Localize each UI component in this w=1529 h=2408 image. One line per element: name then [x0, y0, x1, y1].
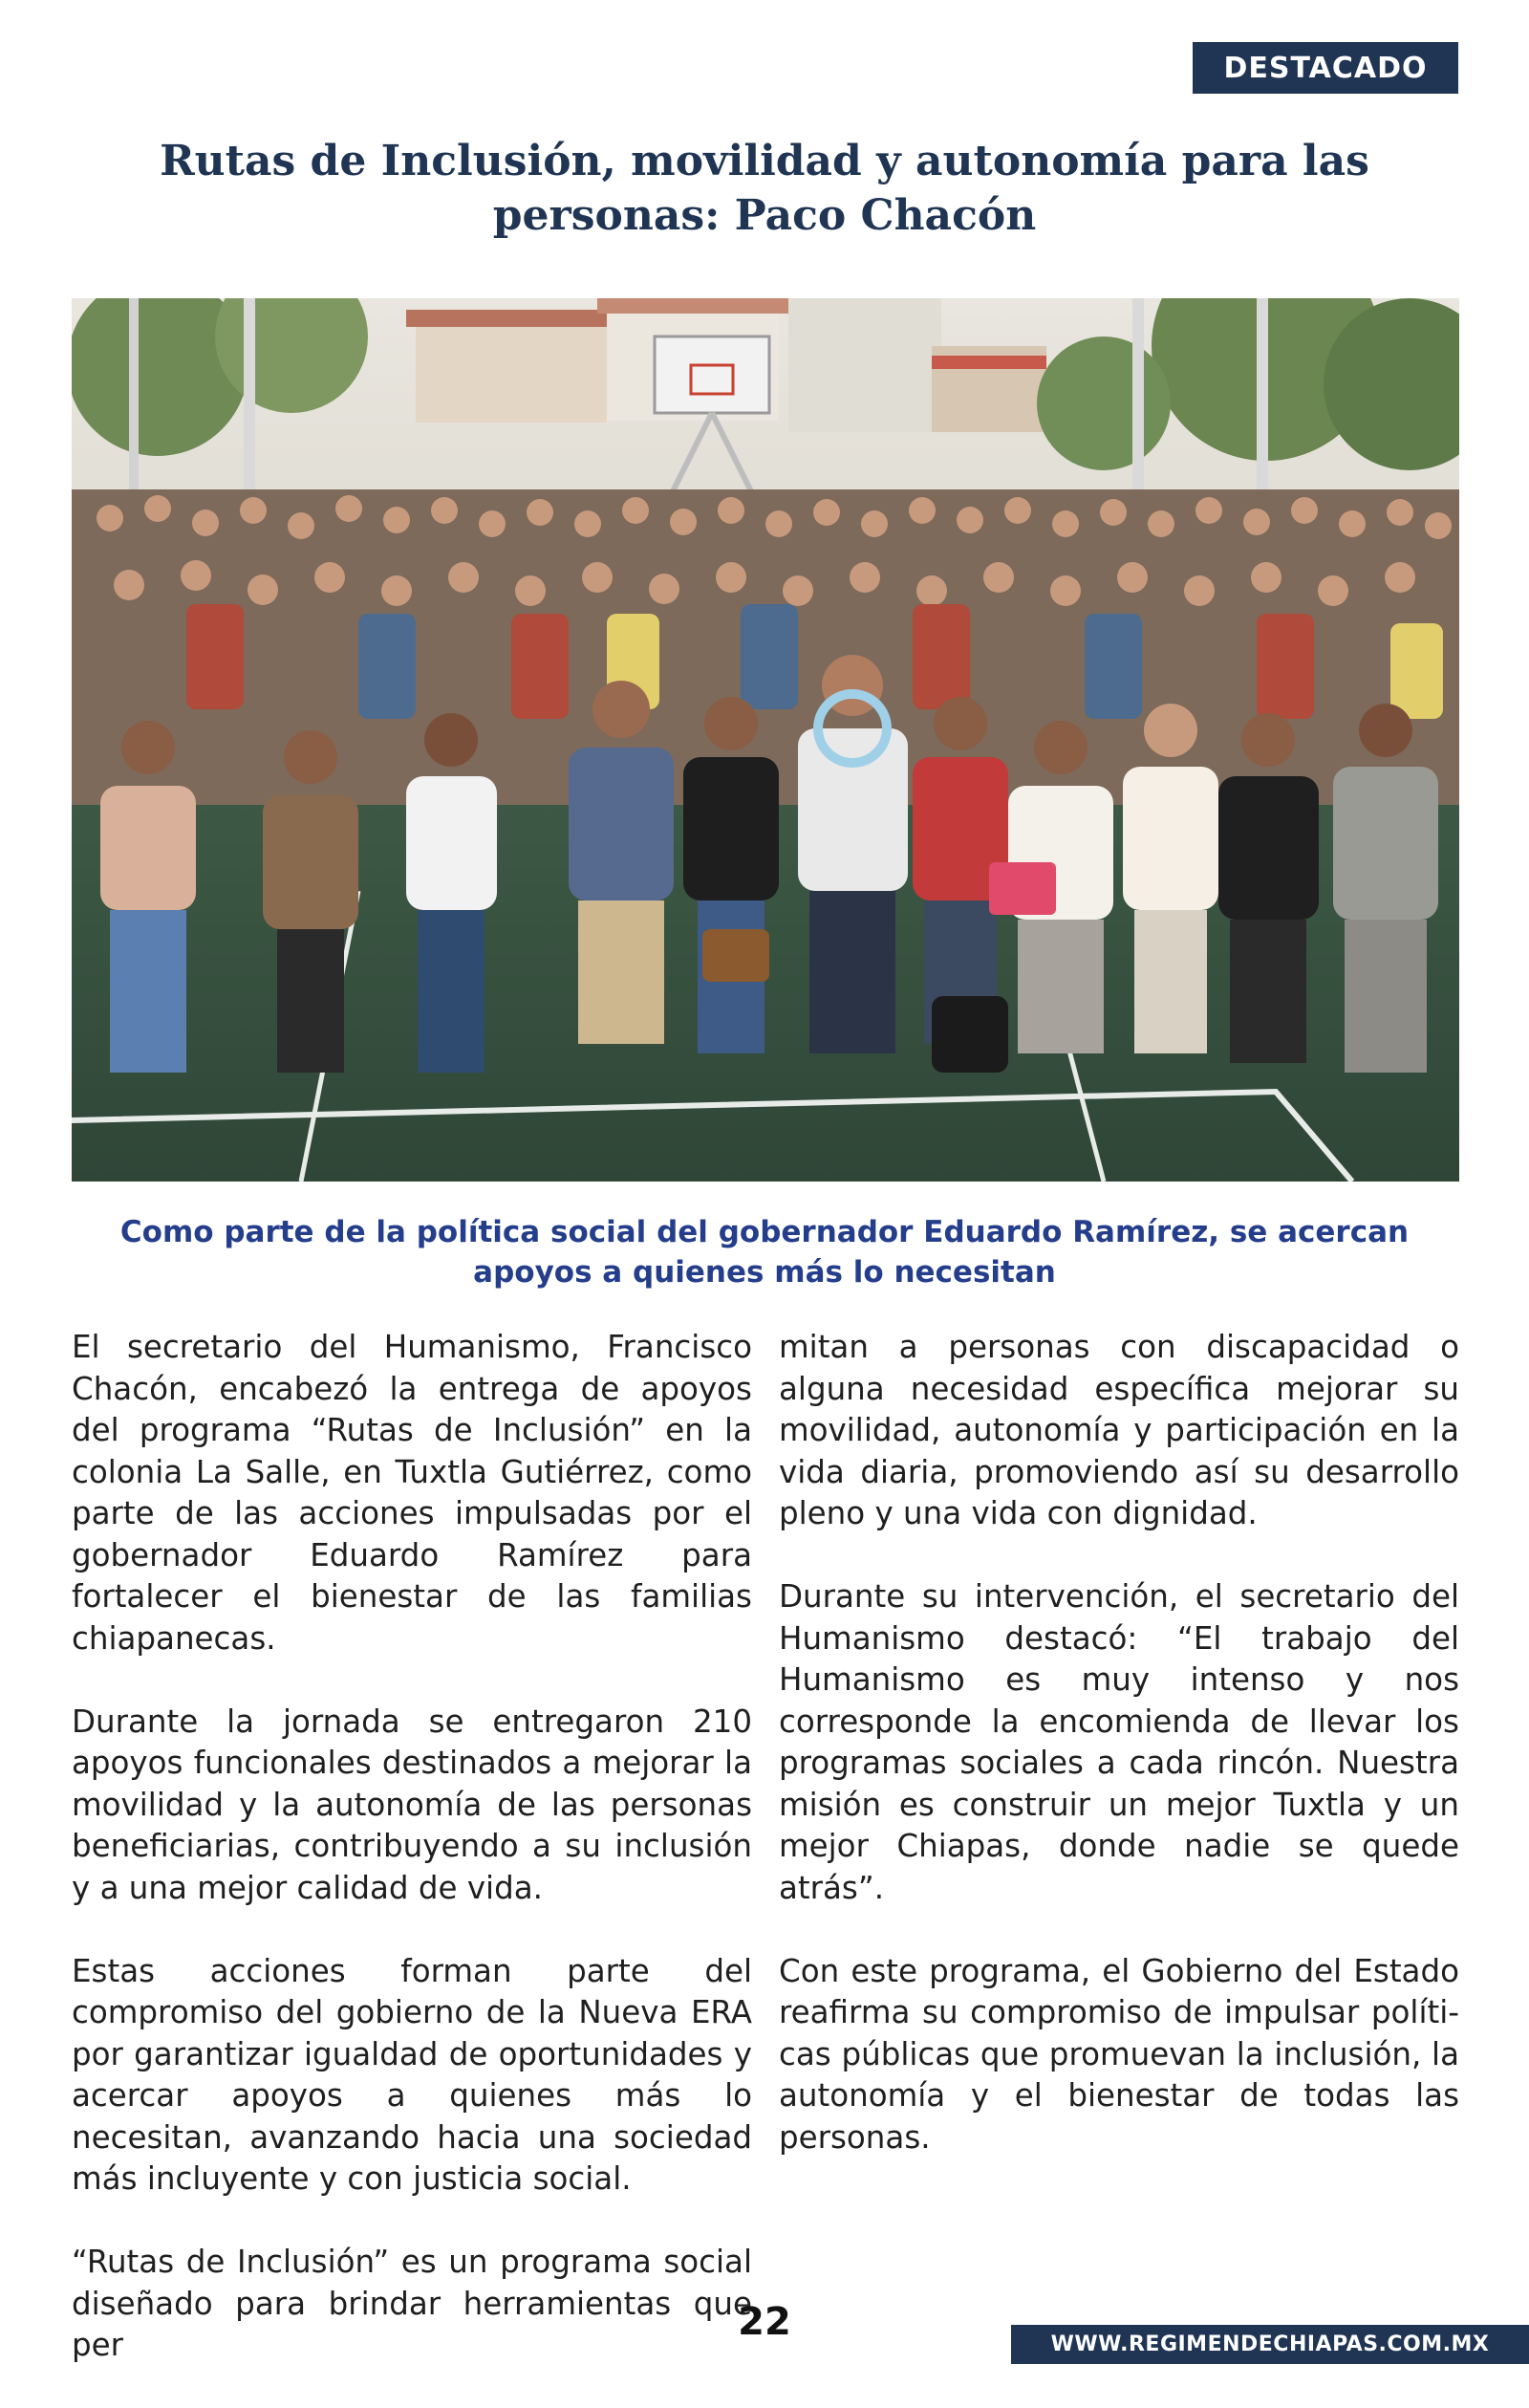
paragraph: mitan a personas con discapacidad o alguna necesidad específica mejorar su movilidad, autonomía y participación en la vida diaria, promoviendo así su desarrollo pleno y una vida con dignidad. — [779, 1329, 1459, 1531]
paragraph: “Rutas de Inclusión” es un programa social diseñado para brindar herramientas que per — [72, 2244, 752, 2363]
paragraph: El secretario del Humanismo, Francisco Chacón, encabezó la entrega de apoyos del programa “Rutas de Inclusión” en la colonia La Salle, en Tuxtla Gutiérrez, como parte de las acciones impulsadas por el gobernador Eduardo Ramírez para fortalecer el bienestar de las familias chiapanecas. — [72, 1329, 752, 1657]
article-column-right — [779, 1327, 1459, 2201]
paragraph: Durante la jornada se entregaron 210 apoyos funcionales destinados a mejorar la movilidad y la autonomía de las personas beneficiarias, contribuyendo a su inclusión y a una mejor calidad de vida. — [72, 1703, 752, 1906]
section-badge: DESTACADO — [1193, 42, 1458, 94]
page-number: 22 — [738, 2300, 791, 2344]
website-link[interactable]: WWW.REGIMENDECHIAPAS.COM.MX — [1011, 2325, 1529, 2364]
subheadline: Como parte de la política social del gobernador Eduardo Ramírez, se acercan apoyos a quienes más lo necesitan — [119, 1215, 1410, 1290]
paragraph: Estas acciones forman parte del compromiso del gobierno de la Nueva ERA por garantizar igualdad de oportunidades y acercar apoyos a quienes más lo necesitan, avanzando hacia una sociedad más incluyente y con justicia social. — [72, 1952, 752, 2197]
headline: Rutas de Inclusión, movilidad y autonomía para las personas: Paco Chacón — [160, 137, 1369, 240]
event-photo-illustration — [72, 298, 1459, 1182]
event-photo — [72, 298, 1459, 1182]
paragraph: Durante su intervención, el secretario del Humanismo destacó: “El trabajo del Humanismo es muy intenso y nos corresponde la encomienda de llevar los programas sociales a cada rincón. Nuestra misión es construir un mejor Tuxtla y un mejor Chiapas, donde nadie se quede atrás”. — [779, 1578, 1459, 1906]
article-column-left — [72, 1327, 752, 2408]
paragraph: Con este programa, el Gobierno del Estado reafirma su compromiso de impulsar políticas públicas que promuevan la inclusión, la autonomía y el bienestar de todas las personas. — [779, 1952, 1459, 2156]
